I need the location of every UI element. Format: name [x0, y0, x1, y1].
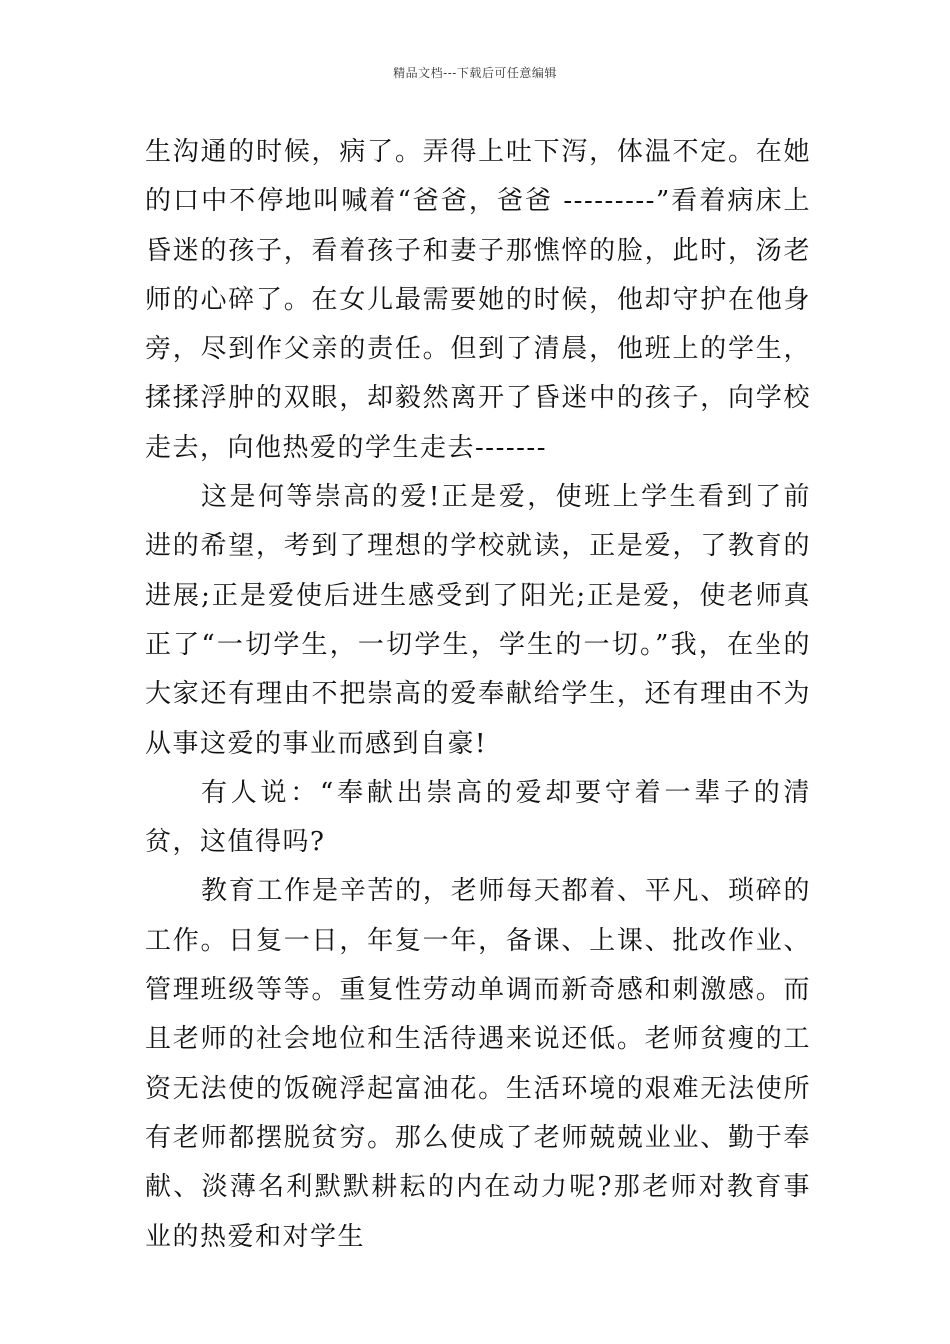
paragraph-2: 这是何等崇高的爱!正是爱，使班上学生看到了前进的希望，考到了理想的学校就读，正是爱，了教育的进展;正是爱使后进生感受到了阳光;正是爱，使老师真正了“一切学生，一切学生，学生的一切。”我，在坐的大家还有理由不把崇高的爱奉献给学生，还有理由不为从事这爱的事业而感到自豪! — [145, 482, 811, 759]
document-body — [145, 128, 811, 1262]
paragraph-3: 有人说：“奉献出崇高的爱却要守着一辈子的清贫，这值得吗? — [145, 777, 811, 858]
page-header: 精品文档---下载后可任意编辑 — [393, 66, 557, 80]
paragraph-1: 生沟通的时候，病了。弄得上吐下泻，体温不定。在她的口中不停地叫喊着“爸爸，爸爸 ---------”看着病床上昏迷的孩子，看着孩子和妻子那憔悴的脸，此时，汤老师的心碎了。在女儿最需要她的时候，他却守护在他身旁，尽到作父亲的责任。但到了清晨，他班上的学生，揉揉浮肿的双眼，却毅然离开了昏迷中的孩子，向学校走去，向他热爱的学生走去------- — [145, 137, 811, 463]
paragraph-4: 教育工作是辛苦的，老师每天都着、平凡、琐碎的工作。日复一日，年复一年，备课、上课、批改作业、管理班级等等。重复性劳动单调而新奇感和刺激感。而且老师的社会地位和生活待遇来说还低。老师贫瘦的工资无法使的饭碗浮起富油花。生活环境的艰难无法使所有老师都摆脱贫穷。那么使成了老师兢兢业业、勤于奉献、淡薄名利默默耕耘的内在动力呢?那老师对教育事业的热爱和对学生 — [145, 876, 811, 1252]
